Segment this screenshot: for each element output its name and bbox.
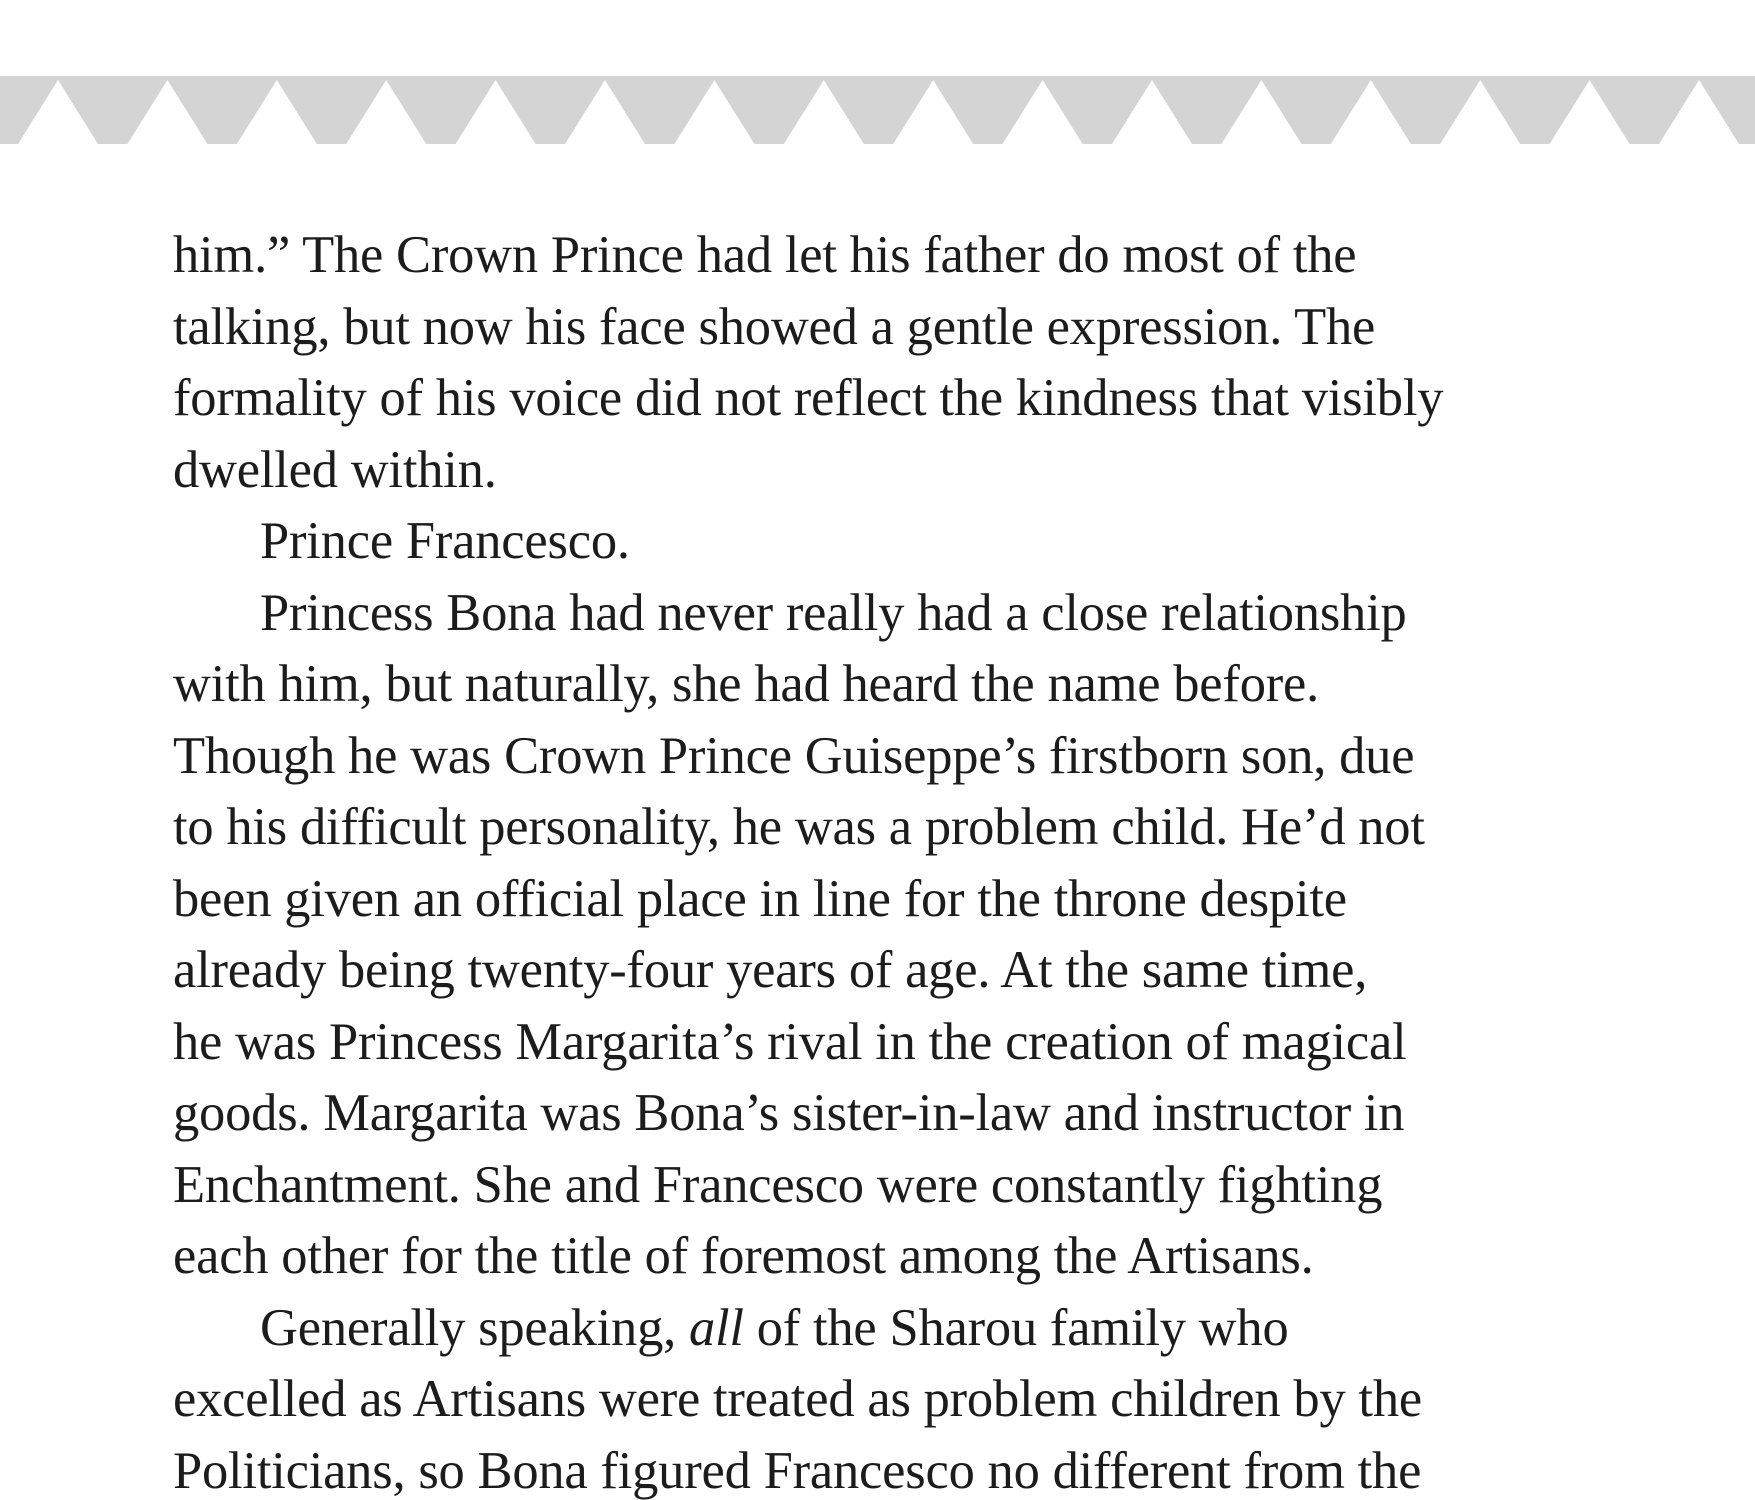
line-text: dwelled within.: [173, 440, 497, 499]
line-text: formality of his voice did not reflect the kindness that visibly: [173, 369, 1444, 427]
emphasized-word: all: [688, 1298, 744, 1357]
line-text-pre: Generally speaking,: [260, 1298, 689, 1357]
text-line: [173, 721, 1593, 793]
line-text: him.” The Crown Prince had let his father do most of the: [173, 226, 1357, 284]
text-line: [173, 506, 1593, 578]
line-text: Princess Bona had never really had a close relationship: [260, 583, 1407, 642]
text-line: [173, 1436, 1593, 1500]
line-text: already being twenty-four years of age. At the same time,: [173, 941, 1368, 999]
text-line: [173, 864, 1593, 936]
line-text: been given an official place in line for the throne despite: [173, 869, 1347, 928]
line-text-post: of the Sharou family who: [743, 1298, 1289, 1357]
text-line: [173, 578, 1593, 650]
text-line: [173, 435, 1593, 507]
body-text: [173, 220, 1593, 1500]
line-text: to his difficult personality, he was a problem child. He’d not: [173, 798, 1425, 856]
line-text: Though he was Crown Prince Guiseppe’s firstborn son, due: [173, 726, 1415, 785]
line-text: Politicians, so Bona figured Francesco no different from the: [173, 1441, 1422, 1500]
text-line: [173, 220, 1593, 292]
line-text: excelled as Artisans were treated as problem children by the: [173, 1370, 1422, 1428]
line-text: talking, but now his face showed a gentle expression. The: [173, 297, 1376, 356]
line-text: with him, but naturally, she had heard the name before.: [173, 655, 1320, 713]
text-line: [173, 1150, 1593, 1222]
text-line: [173, 1293, 1593, 1365]
text-line: [173, 935, 1593, 1007]
triangle-border-band: [0, 76, 1755, 144]
text-line: [173, 1221, 1593, 1293]
text-line: [173, 363, 1593, 435]
text-line: [173, 792, 1593, 864]
line-text: he was Princess Margarita’s rival in the creation of magical: [173, 1012, 1407, 1071]
text-line: [173, 1078, 1593, 1150]
line-text: each other for the title of foremost among the Artisans.: [173, 1227, 1314, 1285]
text-line: [173, 292, 1593, 364]
text-line: [173, 649, 1593, 721]
line-text: goods. Margarita was Bona’s sister-in-law and instructor in: [173, 1084, 1405, 1142]
text-line: [173, 1007, 1593, 1079]
line-text: Prince Francesco.: [260, 512, 630, 570]
text-line: [173, 1364, 1593, 1436]
line-text: Enchantment. She and Francesco were constantly fighting: [173, 1155, 1383, 1214]
